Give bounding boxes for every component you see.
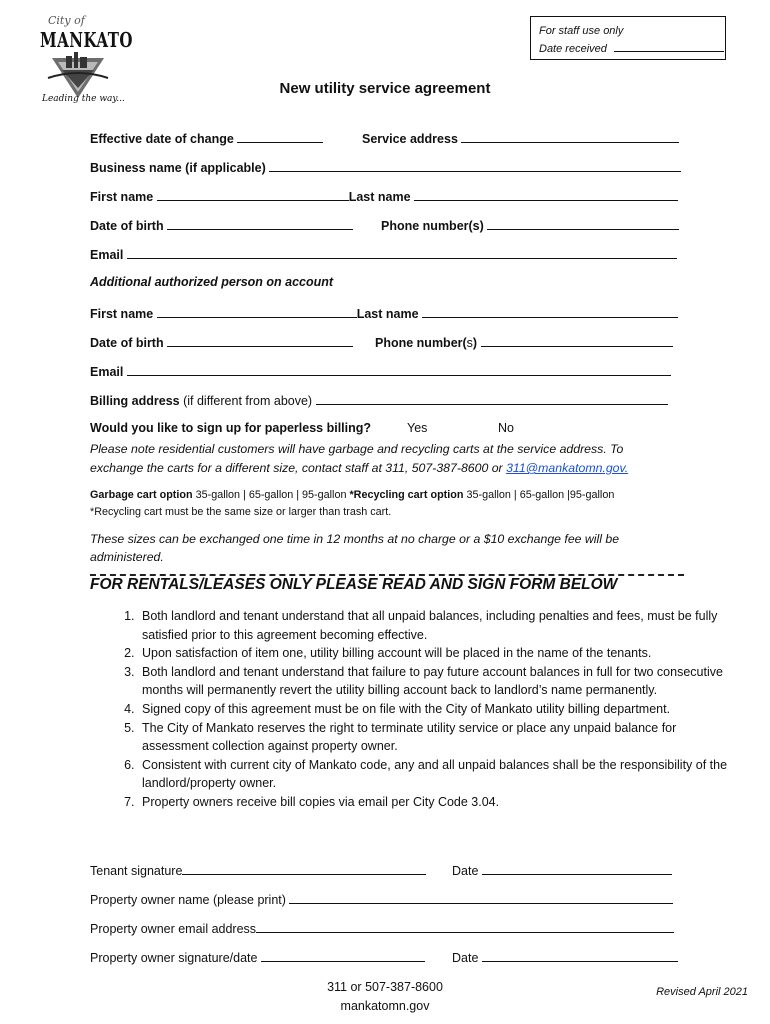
paperless-question: Would you like to sign up for paperless billing? [90, 421, 372, 435]
owner-signature-field[interactable] [261, 949, 425, 962]
dob-label: Date of birth [90, 219, 164, 233]
effective-date-label: Effective date of change [90, 132, 234, 146]
additional-last-name-label: Last name [356, 307, 419, 321]
logo-name: MANKATO [40, 28, 133, 53]
list-item: 4. Signed copy of this agreement must be on file with the City of Mankato utility billing department. [138, 700, 728, 719]
dob-field[interactable] [167, 217, 353, 230]
row-additional-email [90, 363, 671, 379]
list-item: 5. The City of Mankato reserves the right to terminate utility service or place any unpaid balance for assessment collection against property owner. [138, 719, 728, 756]
row-paperless [90, 421, 371, 435]
email-link[interactable]: 311@mankatomn.gov. [506, 461, 629, 475]
first-name-label: First name [90, 190, 154, 204]
footer-contact [0, 978, 770, 1016]
residential-note: Please note residential customers will have garbage and recycling carts at the service address. To exchange the carts for a different size, contact staff at 311, 507-387-8600 or 311@mankatomn.gov. [90, 442, 629, 475]
phone-field[interactable] [487, 217, 679, 230]
owner-name-label: Property owner name (please print) [90, 893, 286, 907]
additional-person-heading: Additional authorized person on account [90, 275, 334, 289]
phone-label: Phone number(s) [381, 219, 484, 233]
row-business-name [90, 159, 681, 175]
owner-signature-label: Property owner signature/date [90, 951, 258, 965]
recycling-cart-note: *Recycling cart must be the same size or larger than trash cart. [90, 506, 392, 518]
row-service-address [362, 130, 679, 146]
owner-date-label: Date [452, 951, 479, 965]
rental-terms-list [90, 607, 728, 812]
row-additional-dob [90, 334, 353, 350]
garbage-cart-options: 35-gallon | 65-gallon | 95-gallon [192, 489, 350, 501]
staff-use-box [530, 16, 726, 60]
list-item: 7. Property owners receive bill copies via email per City Code 3.04. [138, 793, 728, 812]
row-owner-name [90, 891, 673, 907]
additional-email-field[interactable] [127, 363, 671, 376]
paperless-yes-option[interactable]: Yes [407, 421, 428, 435]
owner-name-field[interactable] [289, 891, 673, 904]
last-name-label: Last name [348, 190, 411, 204]
tenant-date-label: Date [452, 864, 479, 878]
date-received-label: Date received [539, 43, 607, 55]
row-additional-name [90, 305, 678, 321]
effective-date-field[interactable] [237, 130, 323, 143]
additional-dob-label: Date of birth [90, 336, 164, 350]
revised-date: Revised April 2021 [656, 986, 748, 998]
billing-address-field[interactable] [316, 392, 668, 405]
row-effective-date [90, 130, 323, 146]
service-address-field[interactable] [461, 130, 679, 143]
row-phone [381, 217, 679, 233]
row-owner-date [452, 949, 678, 965]
email-field[interactable] [127, 246, 677, 259]
list-item: 1. Both landlord and tenant understand that all unpaid balances, including penalties and fees, must be fully satisfied prior to this agreement becoming effective. [138, 607, 728, 644]
garbage-cart-label: Garbage cart option [90, 489, 193, 501]
service-address-label: Service address [362, 132, 458, 146]
row-tenant-date [452, 862, 672, 878]
row-owner-signature [90, 949, 425, 965]
owner-date-field[interactable] [482, 949, 678, 962]
recycling-cart-options: 35-gallon | 65-gallon |95-gallon [463, 489, 615, 501]
last-name-field[interactable] [414, 188, 678, 201]
staff-use-label: For staff use only [539, 25, 624, 37]
row-owner-email [90, 920, 674, 936]
first-name-field[interactable] [157, 188, 349, 201]
paperless-no-option[interactable]: No [498, 421, 514, 435]
row-additional-phone [375, 334, 673, 350]
additional-email-label: Email [90, 365, 124, 379]
tenant-date-field[interactable] [482, 862, 672, 875]
additional-last-name-field[interactable] [422, 305, 678, 318]
footer-website: mankatomn.gov [340, 999, 430, 1013]
form-title: New utility service agreement [279, 80, 491, 97]
row-email [90, 246, 677, 262]
footer-phone: 311 or 507-387-8600 [327, 980, 443, 994]
list-item: 6. Consistent with current city of Mankato code, any and all unpaid balances shall be the responsibility of the landlord/property owner. [138, 756, 728, 793]
owner-email-field[interactable] [256, 920, 674, 933]
logo-tagline: Leading the way... [42, 94, 125, 104]
cart-options [90, 489, 614, 501]
email-label: Email [90, 248, 124, 262]
additional-phone-label: Phone number(s) [375, 336, 478, 350]
list-item: 3. Both landlord and tenant understand that failure to pay future account balances in full for two consecutive months will permanently revert the utility billing account back to landlord’s name permanently. [138, 663, 728, 700]
additional-dob-field[interactable] [167, 334, 353, 347]
tenant-signature-field[interactable] [182, 862, 426, 875]
additional-first-name-field[interactable] [157, 305, 357, 318]
business-name-label: Business name (if applicable) [90, 161, 266, 175]
business-name-field[interactable] [269, 159, 681, 172]
row-name [90, 188, 678, 204]
logo-city-of: City of [48, 14, 85, 27]
list-item: 2. Upon satisfaction of item one, utility billing account will be placed in the name of the tenants. [138, 644, 728, 663]
owner-email-label: Property owner email address [90, 922, 257, 936]
row-tenant-signature [90, 862, 426, 878]
tenant-signature-label: Tenant signature [90, 864, 183, 878]
billing-address-note: (if different from above) [183, 394, 313, 408]
exchange-note: These sizes can be exchanged one time in 12 months at no charge or a $10 exchange fee will be administered. [90, 532, 620, 564]
date-received-field[interactable] [614, 39, 724, 52]
billing-address-label: Billing address [90, 394, 180, 408]
rentals-heading: FOR RENTALS/LEASES ONLY PLEASE READ AND SIGN FORM BELOW [90, 576, 618, 593]
additional-phone-field[interactable] [481, 334, 673, 347]
row-billing-address [90, 392, 668, 408]
recycling-cart-label: *Recycling cart option [349, 489, 464, 501]
row-dob [90, 217, 353, 233]
additional-first-name-label: First name [90, 307, 154, 321]
